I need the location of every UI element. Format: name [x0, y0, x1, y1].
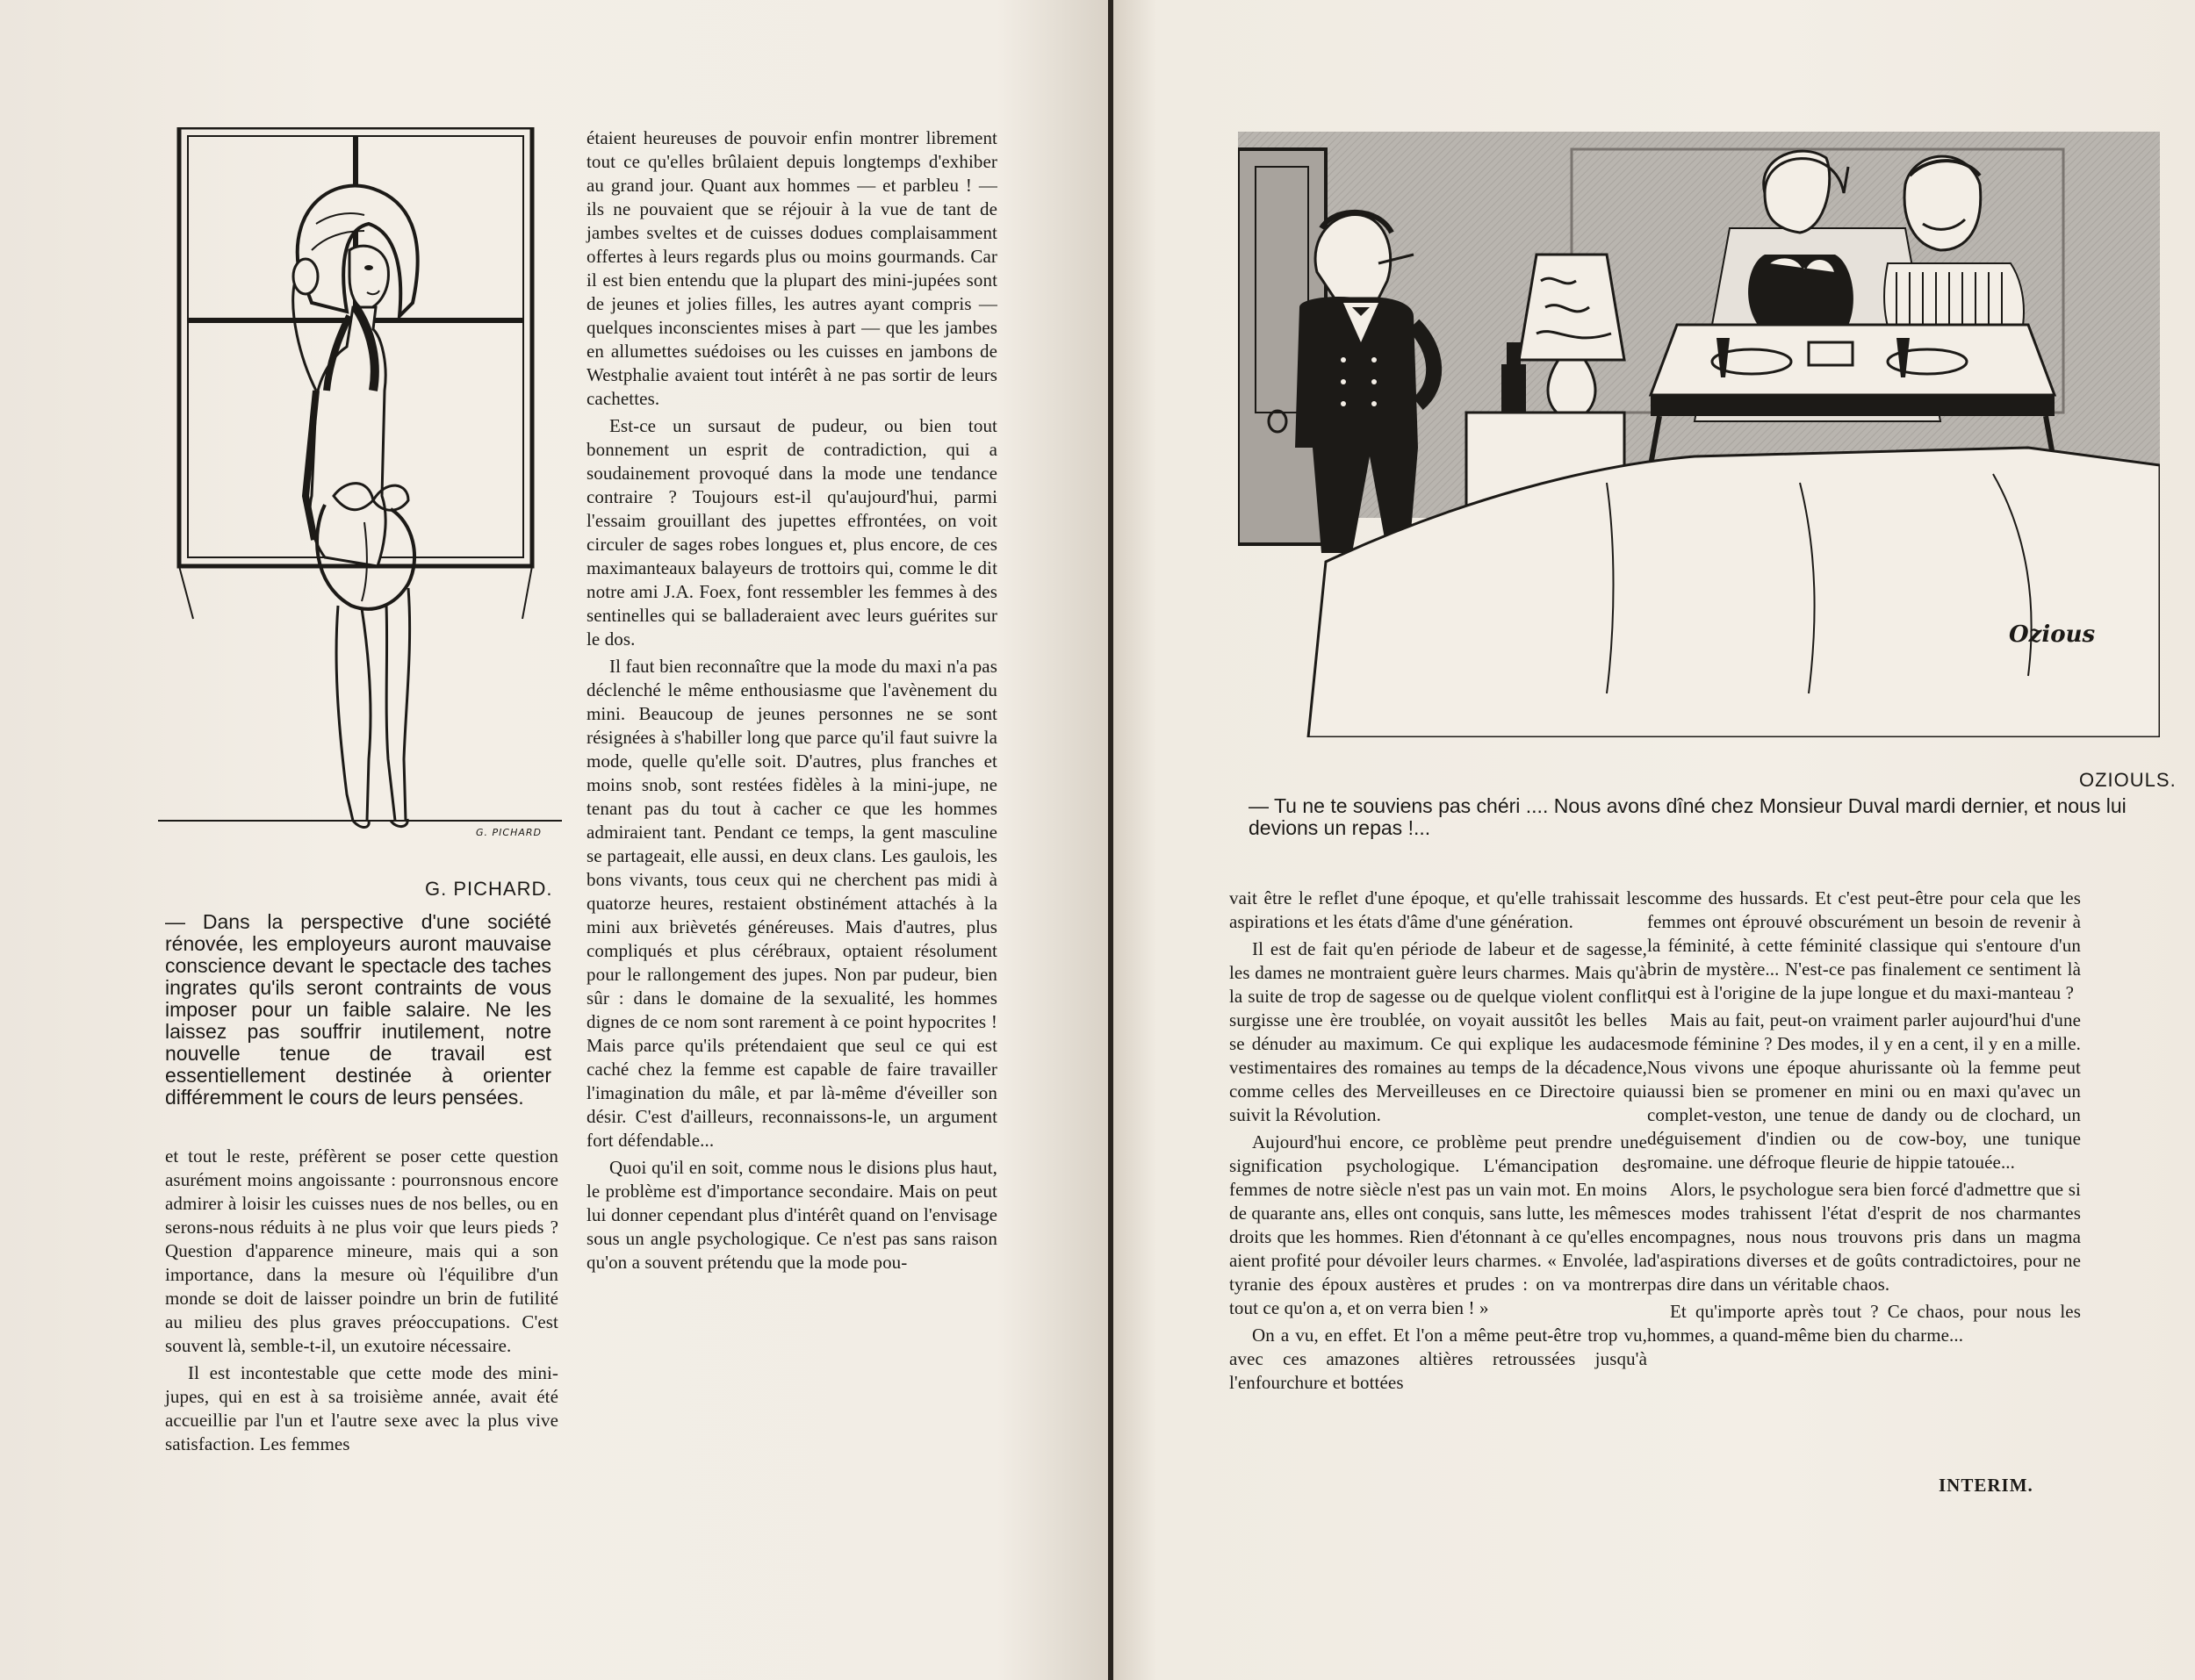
paragraph: Il faut bien reconnaître que la mode du maxi n'a pas déclenché le même enthousiasme que l'avènement du mini. Beaucoup de jeunes personnes ne se sont résignées à s'habiller long que parce qu'il faut suivre la mode, quelle qu'elle soit. D'autres, plus franches et moins snob, sont restées fidèles à la mini-jupe, ne tenant pas du tout à cacher ce que les hommes admiraient tant. Pendant ce temps, la gent masculine se partageait, elle aussi, en deux clans. Les gaulois, les bons vivants, tous ceux qui ne cherchent pas midi à quatorze heures, restaient obstinément attachés à la mini aux brièvetés généreuses. Mais d'autres, plus compliqués et plus cérébraux, optaient résolument pour le rallongement des jupes. Non par pudeur, bien sûr : dans le domaine de la sexualité, les hommes dignes de ce nom sont rarement à ce point hypocrites ! Mais parce qu'ils prétendaient que seul ce qui est caché chez la femme est capable de faire travailler l'imagination du mâle, et par là-même d'éveiller son désir. C'est d'ailleurs, reconnaissons-le, un argument fort défendable...: [587, 656, 997, 1151]
paragraph: Il est de fait qu'en période de labeur et de sagesse, les dames ne montraient guère leurs charmes. Mais qu'à la suite de trop de sagesse ou de quelque violent conflit surgisse une ère troublée, on voyait aussitôt les belles se dénuder au maximum. Ce qui explique les audaces vestimentaires des romaines au temps de la décadence, comme celles des Merveilleuses en ce Directoire qui suivit la Révolution.: [1229, 938, 1647, 1125]
paragraph: Et qu'importe après tout ? Ce chaos, pour nous les hommes, a quand-même bien du charme...: [1647, 1301, 2081, 1346]
paragraph: On a vu, en effet. Et l'on a même peut-être trop vu, avec ces amazones altières retroussées jusqu'à l'enfourchure et bottées: [1229, 1325, 1647, 1393]
left-col-1: [165, 1145, 558, 1460]
paragraph: Alors, le psychologue sera bien forcé d'admettre que si ces modes trahissent l'état d'esprit de nos charmantes compagnes, nous nous trouvons pris dans un magma d'aspirations diverses et de goûts contradictoires, pour ne pas dire dans un véritable chaos.: [1647, 1179, 2081, 1295]
pichard-credit: G. PICHARD.: [425, 878, 553, 900]
right-col-2: [1647, 887, 2081, 1351]
right-page: [1113, 0, 2195, 1680]
paragraph: comme des hussards. Et c'est peut-être pour cela que les femmes ont éprouvé obscurément un besoin de revenir à la féminité, à cette féminité classique qui s'entoure d'un brin de mystère... N'est-ce pas finalement ce sentiment là qui est à l'origine de la jupe longue et du maxi-manteau ?: [1647, 887, 2081, 1003]
pichard-caption: — Dans la perspective d'une société rénovée, les employeurs auront mauvaise conscience devant le spectacle des taches ingrates qu'ils seront contraints de vous imposer pour un faible salaire. Ne les laissez pas souffrir inutilement, notre nouvelle tenue de travail est essentiellement destinée à orienter différemment le cours de leurs pensées.: [165, 910, 551, 1109]
ozioulis-signature: Ozious: [2009, 621, 2096, 648]
paragraph: vait être le reflet d'une époque, et qu'elle trahissait les aspirations et les états d'âme d'une génération.: [1229, 887, 1647, 932]
right-col-1: [1229, 887, 1647, 1398]
pichard-signature: G. PICHARD: [476, 827, 542, 838]
paragraph: Est-ce un sursaut de pudeur, ou bien tout bonnement un esprit de contradiction, qui a soudainement provoqué dans la mode une tendance contraire ? Toujours est-il qu'aujourd'hui, parmi l'essaim grouillant des jupettes effrontées, on voit circuler de sages robes longues et, plus encore, de ces maximanteaux balayeurs de trottoirs qui, comme le dit notre ami J.A. Foex, font ressembler les femmes à des sentinelles qui se balladeraient avec leurs guérites sur le dos.: [587, 415, 997, 650]
paragraph: Quoi qu'il en soit, comme nous le disions plus haut, le problème est d'importance secondaire. Mais on peut lui donner cependant plus d'intérêt quand on l'envisage sous un angle psychologique. Ce n'est pas sans raison qu'on a souvent prétendu que la mode pou-: [587, 1157, 997, 1273]
pichard-illustration: [158, 127, 562, 865]
cartoon-caption: — Tu ne te souviens pas chéri .... Nous avons dîné chez Monsieur Duval mardi dernier, et nous lui devions un repas !...: [1249, 794, 2127, 839]
cartoon-credit: OZIOULS.: [2079, 769, 2177, 791]
paragraph: Il est incontestable que cette mode des mini-jupes, qui en est à sa troisième année, avait été accueillie par l'un et l'autre sexe avec la plus vive satisfaction. Les femmes: [165, 1362, 558, 1454]
paragraph: Aujourd'hui encore, ce problème peut prendre une signification psychologique. L'émancipation des femmes de notre siècle n'est pas un vain mot. En moins de quarante ans, elles ont conquis, sans lutte, les mêmes droits que les hommes. Rien d'étonnant à ce qu'elles en aient profité pour dévoiler leurs charmes. « Envolée, la tyranie des époux austères et prudes : on va montrer tout ce qu'on a, et on verra bien ! »: [1229, 1131, 1647, 1318]
left-col-2: [587, 126, 997, 1278]
paragraph: Mais au fait, peut-on vraiment parler aujourd'hui d'une mode féminine ? Des modes, il y en a cent, il y en a mille. Nous vivons une époque ahurissante où la femme peut aussi bien se promener en mini ou en maxi qu'avec un complet-veston, une tenue de dandy ou de clochard, un déguisement d'indien ou de cow-boy, une tunique romaine. une défroque fleurie de hippie tatouée...: [1647, 1009, 2082, 1173]
paragraph: et tout le reste, préfèrent se poser cette question asurément moins angoissante : pourronsnous encore admirer à loisir les cuisses nues de nos belles, ou en serons-nous réduits à ne plus voir que leurs pieds ? Question d'apparence mineure, mais qui a son importance, dans la mesure où l'équilibre d'un monde se doit de laisser poindre un brin de futilité au milieu des plus graves préoccupations. C'est souvent là, semble-t-il, un exutoire nécessaire.: [165, 1145, 558, 1356]
paragraph: étaient heureuses de pouvoir enfin montrer librement tout ce qu'elles brûlaient depuis longtemps d'exhiber au grand jour. Quant aux hommes — et parbleu ! — ils ne pouvaient que se réjouir à la vue de tant de jambes sveltes et de cuisses dodues complaisamment offertes à leurs regards plus ou moins gourmands. Car il est bien entendu que la plupart des mini-jupées sont de jeunes et jolies filles, les autres ayant compris — quelques inconscientes mises à part — que les jambes en allumettes suédoises ou les cuisses en jambons de Westphalie avaient tout intérêt à ne pas sortir de leurs cachettes.: [587, 127, 997, 409]
article-signoff: INTERIM.: [1939, 1475, 2033, 1496]
